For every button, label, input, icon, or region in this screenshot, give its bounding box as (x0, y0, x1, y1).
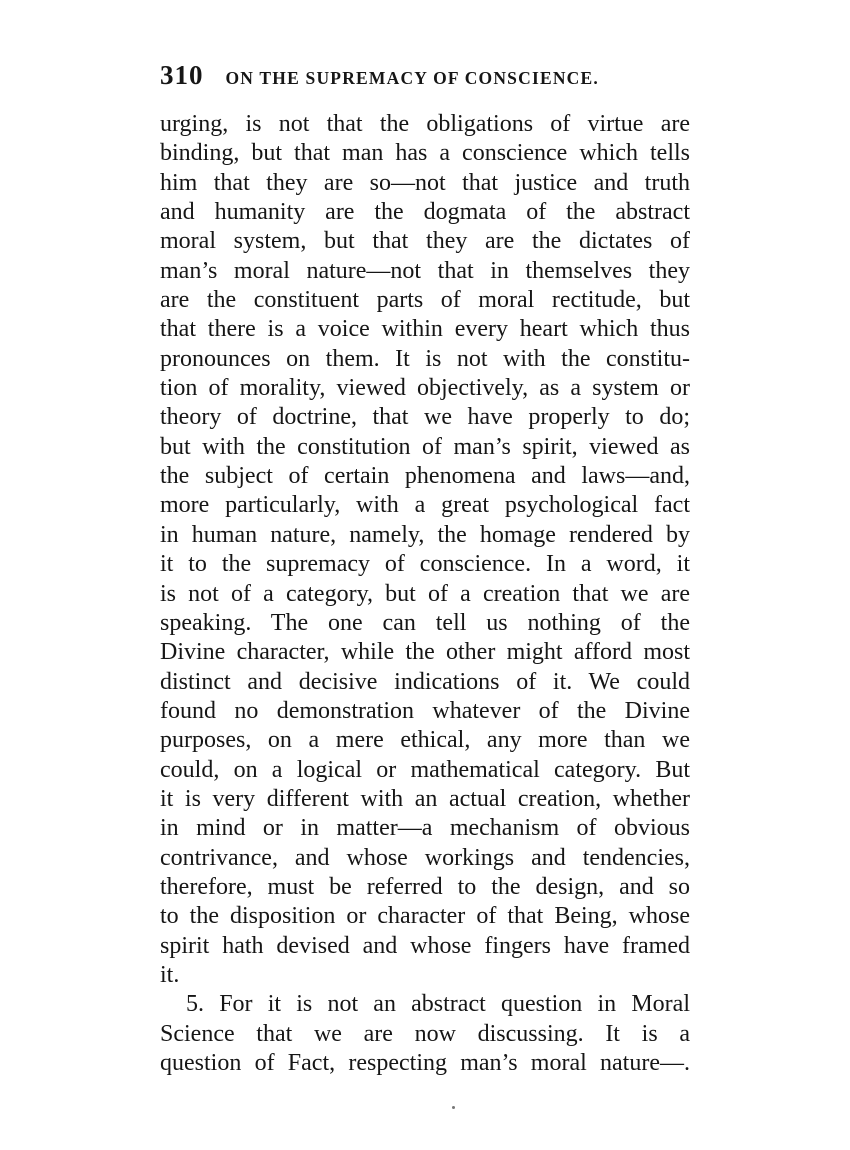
text-line: in human nature, namely, the homage rendered by (160, 521, 690, 548)
text-line: but with the constitution of man’s spirit, viewed as (160, 433, 690, 460)
text-line: could, on a logical or mathematical category. But (160, 756, 690, 783)
running-head (160, 58, 700, 92)
text-line: contrivance, and whose workings and tendencies, (160, 844, 690, 871)
text-line: distinct and decisive indications of it. We could (160, 668, 690, 695)
paragraph-start-line: 5. For it is not an abstract question in Moral (186, 991, 690, 1018)
paragraph-end-line: it. (160, 961, 180, 988)
text-line: him that they are so—not that justice and truth (160, 169, 690, 196)
text-line: that there is a voice within every heart which thus (160, 316, 690, 343)
text-line: spirit hath devised and whose fingers have framed (160, 932, 690, 959)
text-line: question of Fact, respecting man’s moral nature—. (160, 1050, 690, 1076)
text-line: urging, is not that the obligations of virtue are (160, 111, 690, 137)
text-line: purposes, on a mere ethical, any more than we (160, 727, 690, 754)
text-line: theory of doctrine, that we have properly to do; (160, 404, 690, 431)
text-line: binding, but that man has a conscience which tells (160, 140, 690, 167)
text-line: tion of morality, viewed objectively, as a system or (160, 375, 690, 402)
text-line: in mind or in matter—a mechanism of obvious (160, 815, 690, 842)
text-line: it is very different with an actual creation, whether (160, 785, 690, 812)
print-speck (452, 1106, 455, 1109)
text-line: man’s moral nature—not that in themselves they (160, 257, 690, 284)
text-line: the subject of certain phenomena and laws—and, (160, 463, 690, 490)
text-line: are the constituent parts of moral rectitude, but (160, 287, 690, 314)
body-text (160, 110, 690, 1078)
text-line: more particularly, with a great psychological fact (160, 492, 690, 519)
text-line: to the disposition or character of that Being, whose (160, 903, 690, 930)
text-line: Science that we are now discussing. It is a (160, 1020, 690, 1047)
text-line: it to the supremacy of conscience. In a word, it (160, 551, 690, 578)
text-line: speaking. The one can tell us nothing of the (160, 609, 690, 636)
text-line: moral system, but that they are the dictates of (160, 228, 690, 255)
running-title: ON THE SUPREMACY OF CONSCIENCE. (225, 68, 599, 88)
text-line: and humanity are the dogmata of the abstract (160, 199, 690, 226)
text-line: therefore, must be referred to the design, and so (160, 873, 690, 900)
text-line: found no demonstration whatever of the Divine (160, 697, 690, 724)
text-line: is not of a category, but of a creation that we are (160, 580, 690, 607)
page-number: 310 (160, 60, 204, 90)
text-line: Divine character, while the other might afford most (160, 639, 690, 666)
text-line: pronounces on them. It is not with the constitu- (160, 345, 690, 372)
